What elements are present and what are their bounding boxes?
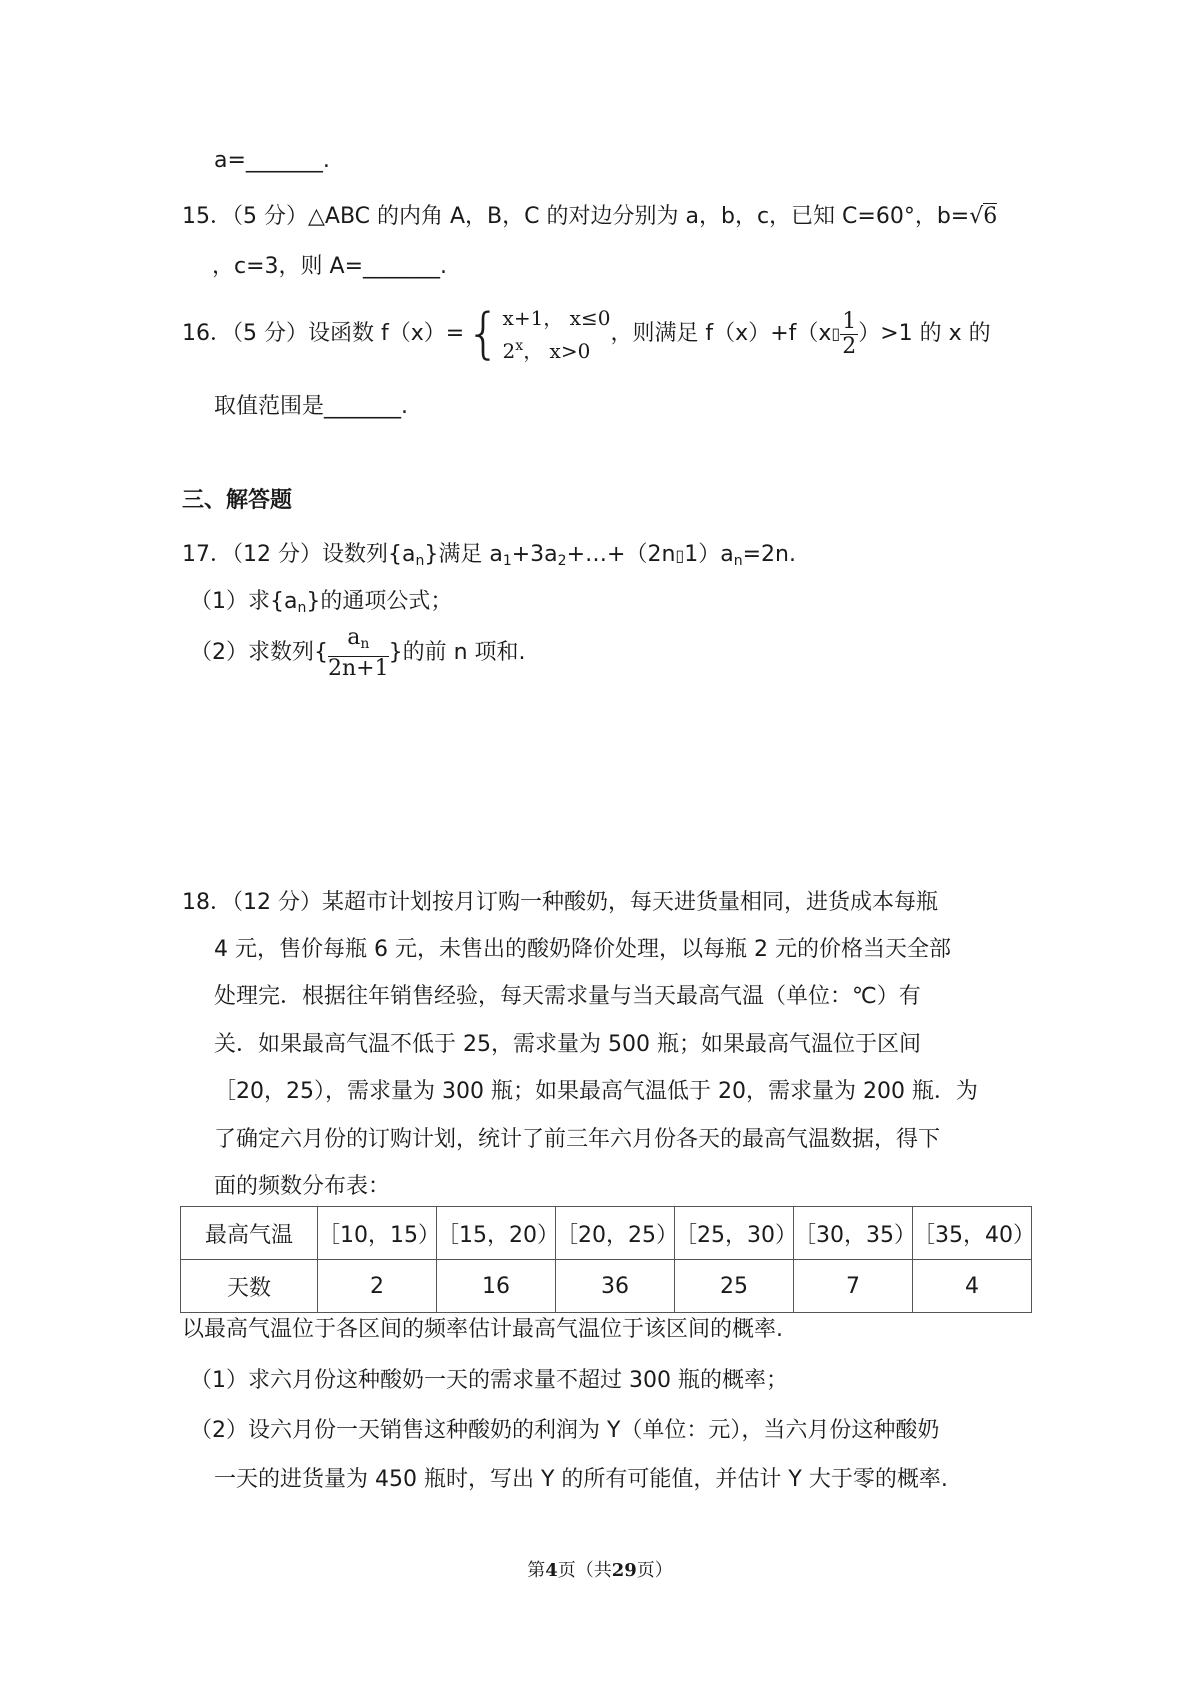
sqrt-6: √6 — [969, 204, 998, 229]
problem-16-line2: 取值范围是_______. — [214, 394, 408, 419]
sqrt-radicand: 6 — [983, 204, 998, 229]
table-cell: 16 — [437, 1260, 556, 1313]
problem-18-part2-line1: （2）设六月份一天销售这种酸奶的利润为 Y（单位：元），当六月份这种酸奶 — [190, 1418, 940, 1443]
problem-17-part2: （2）求数列{ $\frac{a_n}{2n+1}$ }的前 n 项和. — [190, 624, 526, 681]
table-row — [181, 1207, 1032, 1260]
problem-18-line: 4 元，售价每瓶 6 元，未售出的酸奶降价处理，以每瓶 2 元的价格当天全部 — [214, 937, 951, 962]
missing-glyph: ▯ — [675, 546, 685, 565]
page-footer: 第4页（共29页） — [527, 1560, 673, 1581]
table-cell: ［30，35） — [794, 1207, 913, 1260]
table-cell: ［25，30） — [675, 1207, 794, 1260]
piece-case-1: x+1， x≤0 — [502, 305, 611, 330]
problem-18-line: 关．如果最高气温不低于 25，需求量为 500 瓶；如果最高气温位于区间 — [214, 1032, 921, 1057]
table-cell: 7 — [794, 1260, 913, 1313]
table-cell: 2 — [318, 1260, 437, 1313]
p14-answer-line: a=_______. — [214, 148, 330, 173]
page-number: 4 — [545, 1560, 558, 1581]
problem-16-tail: ）>1 的 x 的 — [858, 321, 991, 346]
problem-16-mid: ，则满足 f（x）+f（x — [610, 321, 832, 346]
fraction-one-half: $\frac{1}{2}$ — [842, 308, 857, 359]
table-cell: ［15，20） — [437, 1207, 556, 1260]
problem-18-line: 处理完．根据往年销售经验，每天需求量与当天最高气温（单位：℃）有 — [214, 984, 921, 1009]
problem-18-after-table: 以最高气温位于各区间的频率估计最高气温位于该区间的概率. — [182, 1317, 783, 1342]
section-heading: 三、解答题 — [182, 488, 293, 513]
table-header-cell: 最高气温 — [181, 1207, 318, 1260]
problem-18-line: 面的频数分布表： — [214, 1174, 391, 1199]
table-cell: 4 — [913, 1260, 1032, 1313]
problem-18-line: 18．（12 分）某超市计划按月订购一种酸奶，每天进货量相同，进货成本每瓶 — [182, 890, 938, 915]
problem-18-part2-line2: 一天的进货量为 450 瓶时，写出 Y 的所有可能值，并估计 Y 大于零的概率. — [214, 1467, 948, 1492]
table-cell: ［20，25） — [556, 1207, 675, 1260]
piecewise-brace: { — [466, 302, 501, 365]
table-cell: ［10，15） — [318, 1207, 437, 1260]
table-cell: ［35，40） — [913, 1207, 1032, 1260]
table-cell: 36 — [556, 1260, 675, 1313]
piecewise-cases — [503, 304, 611, 365]
problem-16-line1 — [182, 302, 991, 366]
problem-18-line: 了确定六月份的订购计划，统计了前三年六月份各天的最高气温数据，得下 — [214, 1127, 941, 1152]
problem-18-part1: （1）求六月份这种酸奶一天的需求量不超过 300 瓶的概率； — [190, 1368, 788, 1393]
problem-15-line1 — [182, 202, 997, 232]
table-row — [181, 1260, 1032, 1313]
problem-16-lead: 16．（5 分）设函数 f（x）= — [182, 321, 465, 346]
problem-18-line: ［20，25），需求量为 300 瓶；如果最高气温低于 20，需求量为 200 瓶．为 — [214, 1079, 978, 1104]
fraction-an-over-2n-plus-1: $\frac{a_n}{2n+1}$ — [328, 624, 389, 681]
missing-glyph: ▯ — [831, 324, 841, 343]
table-header-cell: 天数 — [181, 1260, 318, 1313]
problem-17-part1: （1）求$\{a_n\}$的通项公式； — [190, 589, 453, 616]
problem-17-line1: 17．（12 分）设数列$\{a_n\}$满足 $a_1+3a_2+\dots+(2n▯1)a_n=2n$. — [182, 542, 796, 569]
problem-15-line2: ，c=3，则 A=_______. — [212, 254, 447, 279]
problem-15-text: 15．（5 分）△ABC 的内角 A，B，C 的对边分别为 a，b，c，已知 C=60°，b= — [182, 204, 970, 229]
table-cell: 25 — [675, 1260, 794, 1313]
page-total: 29 — [611, 1560, 637, 1581]
frequency-table — [180, 1206, 1035, 1313]
piece-case-2: 2$^x$， x>0 — [502, 337, 591, 363]
